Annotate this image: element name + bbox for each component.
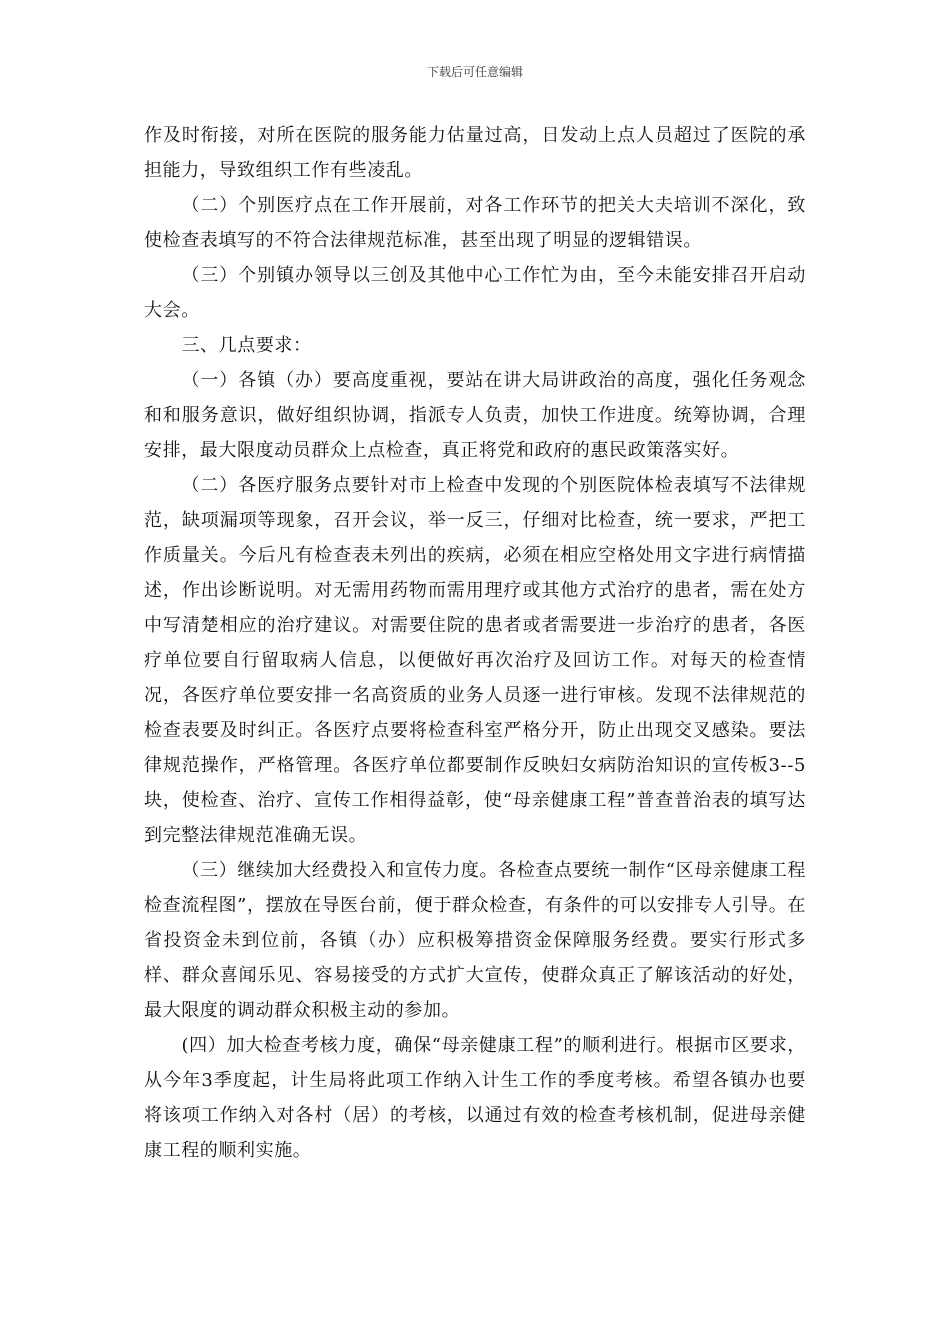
paragraph-requirement-3: （三）继续加大经费投入和宣传力度。各检查点要统一制作“区母亲健康工程检查流程图”，摆放在导医台前，便于群众检查，有条件的可以安排专人引导。在省投资金未到位前，各镇（办）应积极筹措资金保障服务经费。要实行形式多样、群众喜闻乐见、容易接受的方式扩大宣传，使群众真正了解该活动的好处，最大限度的调动群众积极主动的参加。 [144,860,806,1021]
paragraph-issue-2: （二）个别医疗点在工作开展前，对各工作环节的把关大夫培训不深化，致使检查表填写的不符合法律规范标准，甚至出现了明显的逻辑错误。 [144,195,806,251]
document-body [144,118,806,1168]
paragraph-continuation: 作及时衔接，对所在医院的服务能力估量过高，日发动上点人员超过了医院的承担能力，导致组织工作有些凌乱。 [144,125,806,181]
paragraph-issue-3: （三）个别镇办领导以三创及其他中心工作忙为由，至今未能安排召开启动大会。 [144,265,806,321]
paragraph-requirement-4: (四）加大检查考核力度，确保“母亲健康工程”的顺利进行。根据市区要求，从今年3季度起，计生局将此项工作纳入计生工作的季度考核。希望各镇办也要将该项工作纳入对各村（居）的考核，以通过有效的检查考核机制，促进母亲健康工程的顺利实施。 [144,1035,806,1161]
paragraph-requirement-1: （一）各镇（办）要高度重视，要站在讲大局讲政治的高度，强化任务观念和和服务意识，做好组织协调，指派专人负责，加快工作进度。统筹协调，合理安排，最大限度动员群众上点检查，真正将党和政府的惠民政策落实好。 [144,370,806,461]
paragraph-requirement-2: （二）各医疗服务点要针对市上检查中发现的个别医院体检表填写不法律规范，缺项漏项等现象，召开会议，举一反三，仔细对比检查，统一要求，严把工作质量关。今后凡有检查表未列出的疾病，必须在相应空格处用文字进行病情描述，作出诊断说明。对无需用药物而需用理疗或其他方式治疗的患者，需在处方中写清楚相应的治疗建议。对需要住院的患者或者需要进一步治疗的患者，各医疗单位要自行留取病人信息，以便做好再次治疗及回访工作。对每天的检查情况，各医疗单位要安排一名高资质的业务人员逐一进行审核。发现不法律规范的检查表要及时纠正。各医疗点要将检查科室严格分开，防止出现交叉感染。要法律规范操作，严格管理。各医疗单位都要制作反映妇女病防治知识的宣传板3--5块，使检查、治疗、宣传工作相得益彰，使“母亲健康工程”普查普治表的填写达到完整法律规范准确无误。 [144,475,806,846]
section-heading-requirements: 三、几点要求： [181,335,312,356]
page-header-note: 下载后可任意编辑 [426,65,523,79]
